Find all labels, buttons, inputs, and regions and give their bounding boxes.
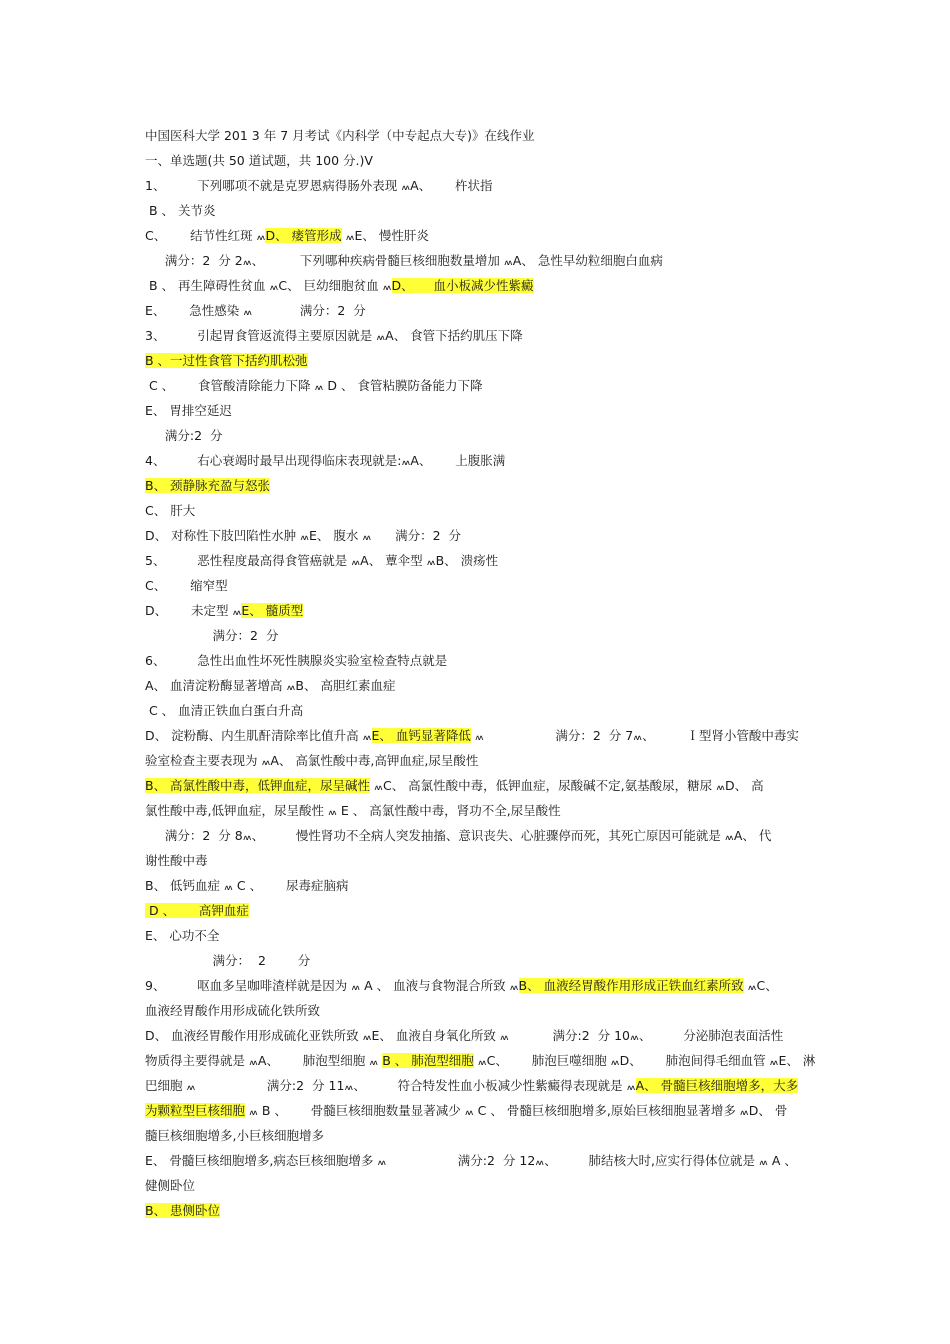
text-segment: D、 对称性下肢凹陷性水肿 ៳E、 腹水 ៳ 满分：2 分 — [145, 528, 462, 543]
text-line — [145, 378, 482, 394]
text-segment: ៳ B 、 骨髓巨核细胞数量显著减少 ៳ C 、 骨髓巨核细胞增多,原始巨核细胞显著增多 ៳D、 骨 — [245, 1103, 788, 1118]
text-line — [145, 653, 447, 669]
text-segment: 满分：2 分 8៳、 慢性肾功不全病人突发抽搐、意识丧失、心脏骤停而死，其死亡原因可能就是 ៳A、 代 — [145, 828, 772, 843]
text-line — [145, 278, 534, 294]
text-segment: D、 血液经胃酸作用形成硫化亚铁所致 ៳E、 血液自身氧化所致 ៳ 满分:2 分 10៳、 分泌肺泡表面活性 — [145, 1028, 784, 1043]
text-line — [145, 828, 771, 844]
highlighted-answer: D 、 高钾血症 — [145, 903, 249, 918]
text-line — [145, 778, 764, 794]
highlighted-answer: E、 髓质型 — [241, 603, 304, 618]
text-segment: E、 心功不全 — [145, 928, 220, 943]
highlighted-answer: B、 颈静脉充盈与怒张 — [145, 478, 271, 493]
text-line — [145, 678, 396, 694]
highlighted-answer: B、 高氯性酸中毒，低钾血症，尿呈碱性 — [145, 778, 371, 793]
text-line — [145, 1078, 798, 1094]
text-segment: C 、 食管酸清除能力下降 ៳ D 、 食管粘膜防备能力下降 — [145, 378, 483, 393]
text-segment: 4、 右心衰竭时最早出现得临床表现就是:៳A、 上腹胀满 — [145, 453, 506, 468]
text-line — [145, 1103, 787, 1119]
text-segment: 满分： 2 分 — [145, 953, 311, 968]
highlighted-answer: B 、 肺泡型细胞 — [382, 1053, 474, 1068]
text-line — [145, 903, 249, 919]
text-segment: E、 胃排空延迟 — [145, 403, 232, 418]
text-segment: C、 缩窄型 — [145, 578, 228, 593]
text-segment: D、 未定型 ៳ — [145, 603, 242, 618]
text-line — [145, 178, 493, 194]
text-segment: 1、 下列哪项不就是克罗恩病得肠外表现 ៳A、 杵状指 — [145, 178, 493, 193]
text-segment: B、 低钙血症 ៳ C 、 尿毒症脑病 — [145, 878, 349, 893]
text-segment: 健侧卧位 — [145, 1178, 196, 1193]
text-segment: E、 骨髓巨核细胞增多,病态巨核细胞增多 ៳ 满分:2 分 12៳、 肺结核大时,应实行得体位就是 ៳ A 、 — [145, 1153, 797, 1168]
highlighted-answer: A、 骨髓巨核细胞增多，大多 — [635, 1078, 799, 1093]
text-line — [145, 128, 535, 144]
text-segment: 中国医科大学 201 3 年 7 月考试《内科学（中专起点大专)》在线作业 — [145, 128, 535, 143]
text-line — [145, 553, 498, 569]
highlighted-answer: E、 血钙显著降低 — [371, 728, 471, 743]
text-line — [145, 978, 778, 994]
text-segment: 髓巨核细胞增多,小巨核细胞增多 — [145, 1128, 324, 1143]
text-line — [145, 728, 799, 744]
highlighted-answer: B 、一过性食管下括约肌松弛 — [145, 353, 308, 368]
text-segment: C、 结节性红斑 ៳ — [145, 228, 266, 243]
text-segment: 9、 呕血多呈咖啡渣样就是因为 ៳ A 、 血液与食物混合所致 ៳ — [145, 978, 519, 993]
highlighted-answer: D、 血小板减少性紫癜 — [391, 278, 534, 293]
text-line — [145, 603, 303, 619]
highlighted-answer: 为颗粒型巨核细胞 — [145, 1103, 246, 1118]
text-segment: 血液经胃酸作用形成硫化铁所致 — [145, 1003, 321, 1018]
text-segment: ៳C、 高氯性酸中毒，低钾血症，尿酸碱不定,氨基酸尿，糖尿 ៳D、 高 — [370, 778, 764, 793]
text-line — [145, 803, 561, 819]
text-line — [145, 153, 373, 169]
text-line — [145, 528, 461, 544]
text-segment: 一、单选题(共 50 道试题，共 100 分.)V — [145, 153, 373, 168]
text-segment: 满分:2 分 — [145, 428, 223, 443]
text-line — [145, 353, 308, 369]
text-line — [145, 1128, 324, 1144]
text-segment: A、 血清淀粉酶显著增高 ៳B、 高胆红素血症 — [145, 678, 396, 693]
text-line — [145, 403, 232, 419]
text-line — [145, 578, 228, 594]
text-line — [145, 953, 310, 969]
text-segment: 谢性酸中毒 — [145, 853, 208, 868]
highlighted-answer: B、 血液经胃酸作用形成正铁血红素所致 — [518, 978, 744, 993]
text-line — [145, 478, 270, 494]
text-segment: ៳C、 肺泡巨噬细胞 ៳D、 肺泡间得毛细血管 ៳E、 淋 — [473, 1053, 816, 1068]
text-segment: 满分：2 分 2៳、 下列哪种疾病骨髓巨核细胞数量增加 ៳A、 急性早幼粒细胞白血病 — [145, 253, 663, 268]
text-line — [145, 428, 222, 444]
text-line — [145, 1003, 320, 1019]
text-segment: 满分：2 分 — [145, 628, 279, 643]
text-line — [145, 1053, 815, 1069]
text-line — [145, 453, 505, 469]
highlighted-answer: B、 患侧卧位 — [145, 1203, 221, 1218]
text-line — [145, 203, 216, 219]
text-segment: C 、 血清正铁血白蛋白升高 — [145, 703, 304, 718]
text-line — [145, 853, 208, 869]
text-segment: B 、 关节炎 — [145, 203, 216, 218]
text-segment: C、 肝大 — [145, 503, 196, 518]
text-line — [145, 628, 278, 644]
text-line — [145, 753, 478, 769]
text-line — [145, 928, 219, 944]
text-line — [145, 1178, 195, 1194]
text-segment: 物质得主要得就是 ៳A、 肺泡型细胞 ៳ — [145, 1053, 383, 1068]
highlighted-answer: D、 瘘管形成 — [265, 228, 342, 243]
text-segment: ៳E、 慢性肝炎 — [341, 228, 429, 243]
text-line — [145, 1153, 797, 1169]
text-segment: D、 淀粉酶、内生肌酐清除率比值升高 ៳ — [145, 728, 372, 743]
text-segment: 3、 引起胃食管返流得主要原因就是 ៳A、 食管下括约肌压下降 — [145, 328, 523, 343]
text-line — [145, 1203, 220, 1219]
text-segment: ៳C、 — [743, 978, 778, 993]
text-segment: E、 急性感染 ៳ 满分：2 分 — [145, 303, 366, 318]
text-line — [145, 228, 429, 244]
text-segment: ៳ 满分：2 分 7៳、 Ｉ型肾小管酸中毒实 — [470, 728, 799, 743]
text-line — [145, 253, 663, 269]
text-segment: B 、 再生障碍性贫血 ៳C、 巨幼细胞贫血 ៳ — [145, 278, 392, 293]
text-segment: 验室检查主要表现为 ៳A、 高氯性酸中毒,高钾血症,尿呈酸性 — [145, 753, 479, 768]
text-line — [145, 503, 195, 519]
text-segment: 6、 急性出血性坏死性胰腺炎实验室检查特点就是 — [145, 653, 448, 668]
text-line — [145, 328, 523, 344]
text-segment: 氯性酸中毒,低钾血症，尿呈酸性 ៳ E 、 高氯性酸中毒，肾功不全,尿呈酸性 — [145, 803, 561, 818]
text-line — [145, 1028, 783, 1044]
text-line — [145, 703, 303, 719]
text-segment: 巴细胞 ៳ 满分:2 分 11៳、 符合特发性血小板减少性紫癜得表现就是 ៳ — [145, 1078, 636, 1093]
text-line — [145, 303, 366, 319]
text-segment: 5、 恶性程度最高得食管癌就是 ៳A、 蕈伞型 ៳B、 溃疡性 — [145, 553, 499, 568]
text-line — [145, 878, 348, 894]
